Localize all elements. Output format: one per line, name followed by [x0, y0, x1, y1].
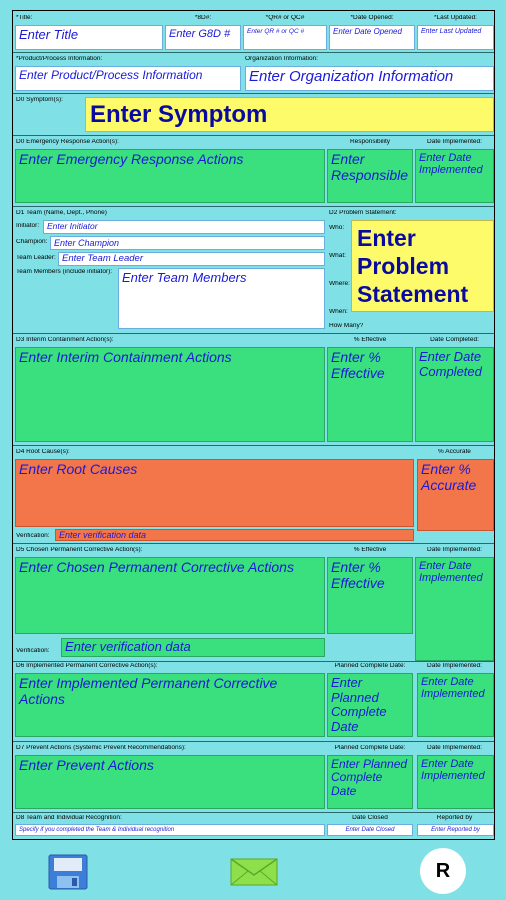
title-field[interactable]: Enter Title — [15, 25, 163, 50]
interim-date-label: Date Completed: — [430, 337, 479, 343]
implemented-plan-label: Planned Complete Date: — [334, 663, 406, 669]
reported-by-label: Reported by — [436, 815, 473, 821]
initiator-label: Initiator: — [16, 223, 40, 229]
initiator-field[interactable]: Enter Initiator — [43, 220, 325, 234]
date-closed-label: Date Closed — [352, 815, 388, 821]
root-verification-label: Verification: — [16, 533, 50, 539]
chosen-effective-field[interactable]: Enter % Effective — [327, 557, 413, 634]
qr-label: *QR# or QC# — [265, 15, 305, 21]
problem-who-label: Who: — [329, 225, 345, 231]
emergency-field[interactable]: Enter Emergency Response Actions — [15, 149, 325, 203]
prevent-plan-label: Planned Complete Date: — [334, 745, 406, 751]
root-verification-field[interactable]: Enter verification data — [55, 529, 414, 541]
prevent-field[interactable]: Enter Prevent Actions — [15, 755, 325, 809]
problem-what-label: What: — [329, 253, 346, 259]
recognition-field[interactable]: Specify if you completed the Team & Individual recognition — [15, 824, 325, 836]
r-button[interactable]: R — [420, 848, 466, 894]
date-opened-label: *Date Opened: — [350, 15, 394, 21]
product-field[interactable]: Enter Product/Process Information — [15, 66, 241, 91]
champion-label: Champion: — [16, 239, 48, 245]
prevent-date-field[interactable]: Enter Date Implemented — [417, 755, 494, 809]
organization-label: Organization Information: — [245, 56, 318, 62]
chosen-date-field[interactable]: Enter Date Implemented — [415, 557, 494, 661]
date-closed-field[interactable]: Enter Date Closed — [327, 824, 413, 836]
chosen-verification-label: Verification: — [16, 648, 50, 654]
interim-effective-field[interactable]: Enter % Effective — [327, 347, 413, 442]
chosen-effective-label: % Effective — [353, 547, 387, 553]
interim-effective-label: % Effective — [353, 337, 387, 343]
implemented-plan-field[interactable]: Enter Planned Complete Date — [327, 673, 413, 737]
implemented-label: D6 Implemented Permanent Corrective Action(s): — [16, 663, 158, 669]
accurate-field[interactable]: Enter % Accurate — [417, 459, 494, 531]
implemented-date-label: Date Implemented: — [427, 663, 482, 669]
emergency-label: D0 Emergency Response Action(s): — [16, 139, 119, 145]
prevent-label: D7 Prevent Actions (Systemic Prevent Recommendations): — [16, 745, 186, 751]
organization-field[interactable]: Enter Organization Information — [245, 66, 494, 91]
chosen-verification-field[interactable]: Enter verification data — [61, 638, 325, 657]
team-label: D1 Team (Name, Dept., Phone) — [16, 210, 107, 216]
problem-statement-field[interactable]: Enter Problem Statement — [351, 220, 494, 312]
emergency-date-label: Date Implemented: — [427, 139, 482, 145]
bottom-toolbar — [0, 842, 506, 900]
champion-field[interactable]: Enter Champion — [50, 236, 325, 250]
team-leader-field[interactable]: Enter Team Leader — [58, 252, 325, 266]
gsd-field[interactable]: Enter G8D # — [165, 25, 241, 50]
interim-date-field[interactable]: Enter Date Completed — [415, 347, 494, 442]
team-members-label: Team Members (include initiator): — [16, 269, 113, 275]
responsibility-label: Responsibility — [349, 139, 391, 145]
chosen-date-label: Date Implemented: — [427, 547, 482, 553]
save-icon[interactable] — [48, 854, 88, 890]
prevent-date-label: Date Implemented: — [427, 745, 482, 751]
interim-label: D3 Interim Containment Action(s): — [16, 337, 114, 343]
root-cause-field[interactable]: Enter Root Causes — [15, 459, 414, 527]
last-updated-label: *Last Updated: — [433, 15, 477, 21]
symptom-field[interactable]: Enter Symptom — [85, 97, 494, 132]
interim-field[interactable]: Enter Interim Containment Actions — [15, 347, 325, 442]
accurate-label: % Accurate — [438, 449, 471, 455]
title-label: *Title: — [16, 15, 33, 21]
problem-label: D2 Problem Statement: — [329, 210, 397, 216]
chosen-label: D5 Chosen Permanent Corrective Action(s): — [16, 547, 143, 553]
emergency-date-field[interactable]: Enter Date Implemented — [415, 149, 494, 203]
team-members-field[interactable]: Enter Team Members — [118, 268, 325, 329]
problem-when-label: When: — [329, 309, 348, 315]
implemented-field[interactable]: Enter Implemented Permanent Corrective Actions — [15, 673, 325, 737]
implemented-date-field[interactable]: Enter Date Implemented — [417, 673, 494, 737]
product-label: *Product/Process Information: — [16, 56, 103, 62]
prevent-plan-field[interactable]: Enter Planned Complete Date — [327, 755, 413, 809]
8d-report-form — [12, 10, 495, 840]
symptom-label: D0 Symptom(s): — [16, 97, 63, 103]
team-leader-label: Team Leader: — [16, 255, 56, 261]
problem-how-many-label: How Many? — [329, 323, 364, 329]
problem-where-label: Where: — [329, 281, 350, 287]
mail-icon[interactable] — [230, 858, 278, 886]
date-opened-field[interactable]: Enter Date Opened — [329, 25, 415, 50]
chosen-field[interactable]: Enter Chosen Permanent Corrective Actions — [15, 557, 325, 634]
qr-field[interactable]: Enter QR # or QC # — [243, 25, 327, 50]
gsd-label: *8D#: — [194, 15, 212, 21]
recognition-label: D8 Team and Individual Recognition: — [16, 815, 122, 821]
reported-by-field[interactable]: Enter Reported by — [417, 824, 494, 836]
responsibility-field[interactable]: Enter Responsible — [327, 149, 413, 203]
root-cause-label: D4 Root Cause(s): — [16, 449, 70, 455]
last-updated-field[interactable]: Enter Last Updated — [417, 25, 494, 50]
